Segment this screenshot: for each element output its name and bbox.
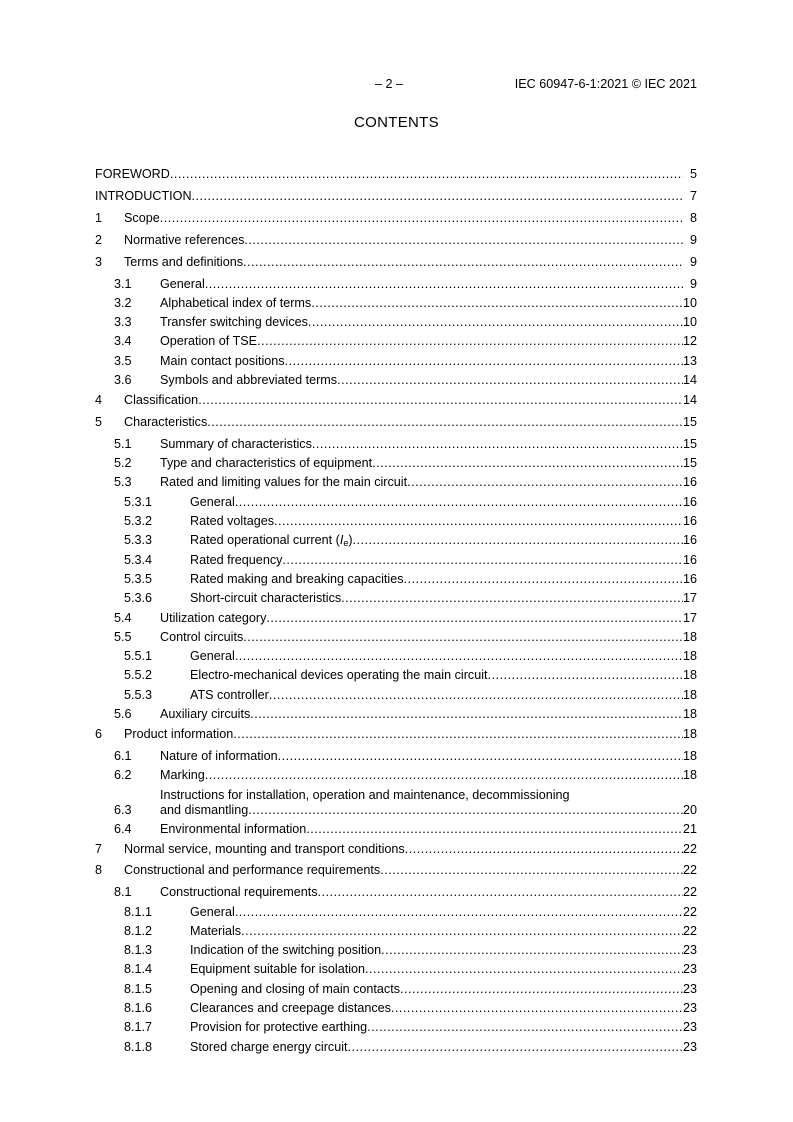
toc-entry-number: 8.1.8	[124, 1040, 153, 1054]
toc-entry-title: Utilization category	[160, 611, 267, 625]
toc-entry-page: 8	[689, 211, 697, 225]
toc-entry-title: Summary of characteristics	[160, 437, 312, 451]
toc-entry-title: Materials	[190, 924, 242, 938]
dot-leader	[205, 276, 683, 292]
dot-leader	[407, 474, 683, 490]
toc-entry[interactable]	[0, 942, 793, 958]
dot-leader	[348, 1039, 683, 1055]
toc-entry-title: Short-circuit characteristics	[190, 591, 342, 605]
toc-entry[interactable]	[0, 166, 793, 182]
toc-entry[interactable]	[0, 788, 793, 818]
toc-entry-number: 3.5	[114, 354, 132, 368]
toc-entry-page: 18	[682, 768, 697, 782]
dot-leader	[243, 629, 683, 645]
dot-leader	[308, 314, 683, 330]
toc-entry-number: 1	[95, 211, 103, 225]
toc-entry-page: 23	[682, 962, 697, 976]
toc-entry-number: 5.3.5	[124, 572, 153, 586]
dot-leader	[235, 904, 683, 920]
dot-leader	[241, 923, 683, 939]
dot-leader	[404, 571, 683, 587]
toc-entry-title: Rated operational current (	[190, 533, 340, 547]
toc-entry-title: General	[190, 649, 235, 663]
toc-entry-page: 9	[689, 277, 697, 291]
dot-leader	[266, 610, 683, 626]
toc-entry-number: 6.4	[114, 822, 132, 836]
dot-leader	[170, 166, 683, 182]
dot-leader	[250, 706, 683, 722]
toc-entry[interactable]	[0, 333, 793, 349]
toc-entry[interactable]	[0, 513, 793, 529]
toc-entry-number: 3.6	[114, 373, 132, 387]
toc-entry[interactable]	[0, 821, 793, 837]
dot-leader	[488, 667, 683, 683]
toc-entry-title: Clearances and creepage distances	[190, 1001, 391, 1015]
toc-entry-page: 20	[682, 803, 697, 817]
toc-entry-title: FOREWORD	[95, 167, 170, 181]
dot-leader	[311, 295, 683, 311]
toc-entry-title: General	[160, 277, 205, 291]
toc-entry-title-suffix: )	[348, 533, 353, 547]
toc-entry-number: 5.5.3	[124, 688, 153, 702]
toc-entry[interactable]	[0, 706, 793, 722]
toc-entry-number: 8.1.2	[124, 924, 153, 938]
toc-entry-page: 17	[682, 611, 697, 625]
toc-entry-page: 23	[682, 982, 697, 996]
toc-entry-page: 9	[689, 233, 697, 247]
dot-leader	[405, 841, 683, 857]
dot-leader	[257, 333, 683, 349]
toc-entry-title: Indication of the switching position	[190, 943, 382, 957]
toc-entry-page: 16	[682, 533, 697, 547]
toc-entry-page: 14	[682, 393, 697, 407]
current-symbol: I	[339, 533, 344, 547]
toc-entry-title: Provision for protective earthing	[190, 1020, 368, 1034]
toc-entry-number: 6	[95, 727, 103, 741]
toc-entry[interactable]	[0, 254, 793, 270]
toc-entry-page: 22	[682, 863, 697, 877]
toc-entry-title: Normative references	[124, 233, 245, 247]
toc-entry-number: 3.3	[114, 315, 132, 329]
toc-entry[interactable]	[0, 726, 793, 742]
toc-entry-number: 3.2	[114, 296, 132, 310]
page-title: CONTENTS	[354, 114, 439, 131]
toc-entry[interactable]	[0, 552, 793, 568]
toc-entry-title: Nature of information	[160, 749, 278, 763]
toc-entry-title: Transfer switching devices	[160, 315, 308, 329]
toc-entry[interactable]	[0, 904, 793, 920]
toc-entry-title: Constructional requirements	[160, 885, 318, 899]
toc-entry-page: 23	[682, 1040, 697, 1054]
toc-entry[interactable]	[0, 314, 793, 330]
toc-entry[interactable]	[0, 474, 793, 490]
toc-entry-number: 7	[95, 842, 103, 856]
dot-leader	[235, 494, 683, 510]
toc-entry-title: General	[190, 495, 235, 509]
dot-leader	[282, 552, 683, 568]
toc-entry[interactable]	[0, 667, 793, 683]
dot-leader	[400, 981, 683, 997]
toc-entry-page: 10	[682, 296, 697, 310]
toc-entry-title: Classification	[124, 393, 199, 407]
toc-entry-page: 7	[689, 189, 697, 203]
toc-entry-title: Rated and limiting values for the main circuit	[160, 475, 408, 489]
toc-entry[interactable]	[0, 532, 793, 548]
toc-entry-page: 15	[682, 437, 697, 451]
dot-leader	[198, 392, 683, 408]
toc-entry-page: 16	[682, 572, 697, 586]
toc-entry-number: 6.2	[114, 768, 132, 782]
toc-entry-title: Symbols and abbreviated terms	[160, 373, 338, 387]
toc-entry-page: 16	[682, 514, 697, 528]
dot-leader	[274, 513, 683, 529]
dot-leader	[353, 532, 683, 548]
toc-entry-page: 18	[682, 649, 697, 663]
toc-entry-page: 18	[682, 727, 697, 741]
toc-entry[interactable]	[0, 571, 793, 587]
dot-leader	[372, 455, 683, 471]
toc-entry[interactable]	[0, 629, 793, 645]
toc-entry-number: 5	[95, 415, 103, 429]
dot-leader	[337, 372, 683, 388]
toc-entry-page: 22	[682, 905, 697, 919]
toc-entry-number: 5.6	[114, 707, 132, 721]
toc-entry-title: Equipment suitable for isolation	[190, 962, 366, 976]
toc-entry[interactable]	[0, 590, 793, 606]
toc-entry-number: 6.1	[114, 749, 132, 763]
toc-entry-page: 10	[682, 315, 697, 329]
toc-entry-title: Operation of TSE	[160, 334, 258, 348]
dot-leader	[341, 590, 683, 606]
toc-entry-number: 5.3	[114, 475, 132, 489]
toc-entry-number: 8.1.6	[124, 1001, 153, 1015]
toc-entry-page: 16	[682, 475, 697, 489]
dot-leader	[235, 648, 683, 664]
dot-leader	[244, 232, 683, 248]
toc-entry[interactable]	[0, 862, 793, 878]
toc-entry-page: 22	[682, 842, 697, 856]
toc-entry-title: Rated voltages	[190, 514, 275, 528]
toc-entry[interactable]	[0, 1019, 793, 1035]
toc-entry[interactable]	[0, 648, 793, 664]
toc-entry-title: Opening and closing of main contacts	[190, 982, 401, 996]
toc-entry-page: 16	[682, 553, 697, 567]
toc-entry[interactable]	[0, 981, 793, 997]
toc-entry-title: Marking	[160, 768, 205, 782]
toc-entry-title: Stored charge energy circuit	[190, 1040, 348, 1054]
toc-entry[interactable]	[0, 610, 793, 626]
toc-entry[interactable]	[0, 841, 793, 857]
toc-entry[interactable]	[0, 392, 793, 408]
toc-entry-page: 13	[682, 354, 697, 368]
dot-leader	[233, 726, 683, 742]
toc-entry-page: 22	[682, 924, 697, 938]
toc-entry-title: Characteristics	[124, 415, 208, 429]
toc-entry-page: 23	[682, 1001, 697, 1015]
toc-entry[interactable]	[0, 232, 793, 248]
toc-entry-number: 5.3.6	[124, 591, 153, 605]
toc-entry[interactable]	[0, 494, 793, 510]
dot-leader	[365, 961, 683, 977]
toc-entry-page: 14	[682, 373, 697, 387]
toc-entry[interactable]	[0, 372, 793, 388]
toc-entry-title: Control circuits	[160, 630, 244, 644]
toc-entry-page: 18	[682, 630, 697, 644]
toc-entry-number: 5.5.2	[124, 668, 153, 682]
toc-entry-number: 5.2	[114, 456, 132, 470]
toc-entry-number: 8.1.5	[124, 982, 153, 996]
toc-entry-title: Terms and definitions	[124, 255, 244, 269]
toc-entry-number: 6.3	[114, 803, 132, 817]
toc-entry-number: 5.1	[114, 437, 132, 451]
dot-leader	[285, 353, 683, 369]
toc-entry-title: Rated frequency	[190, 553, 283, 567]
toc-entry-page: 15	[682, 456, 697, 470]
dot-leader	[205, 767, 683, 783]
toc-entry-number: 5.4	[114, 611, 132, 625]
toc-entry-page: 18	[682, 707, 697, 721]
toc-entry[interactable]	[0, 1039, 793, 1055]
toc-entry-page: 18	[682, 688, 697, 702]
toc-entry-page: 5	[689, 167, 697, 181]
toc-entry-number: 8.1.1	[124, 905, 153, 919]
toc-entry-title: Constructional and performance requirements	[124, 863, 381, 877]
toc-entry[interactable]	[0, 436, 793, 452]
toc-entry[interactable]	[0, 353, 793, 369]
toc-entry-page: 18	[682, 668, 697, 682]
dot-leader	[269, 687, 683, 703]
toc-entry-number: 3.1	[114, 277, 132, 291]
toc-entry-number: 5.5.1	[124, 649, 153, 663]
toc-entry-page: 15	[682, 415, 697, 429]
toc-entry-page: 23	[682, 1020, 697, 1034]
toc-entry-title: and dismantling	[160, 803, 249, 817]
toc-entry-number: 5.3.3	[124, 533, 153, 547]
toc-entry-number: 8.1.3	[124, 943, 153, 957]
toc-entry-page: 16	[682, 495, 697, 509]
toc-entry-title: Main contact positions	[160, 354, 285, 368]
toc-entry-title: Type and characteristics of equipment	[160, 456, 373, 470]
dot-leader	[278, 748, 683, 764]
dot-leader	[367, 1019, 683, 1035]
toc-entry-page: 22	[682, 885, 697, 899]
toc-entry[interactable]	[0, 276, 793, 292]
toc-entry-title: Normal service, mounting and transport conditions	[124, 842, 405, 856]
toc-entry-number: 3	[95, 255, 103, 269]
toc-entry[interactable]	[0, 414, 793, 430]
dot-leader	[243, 254, 683, 270]
toc-entry[interactable]	[0, 455, 793, 471]
toc-entry[interactable]	[0, 210, 793, 226]
toc-entry[interactable]	[0, 295, 793, 311]
toc-entry-number: 5.3.1	[124, 495, 153, 509]
toc-entry[interactable]	[0, 884, 793, 900]
dot-leader	[312, 436, 683, 452]
toc-entry-page: 12	[682, 334, 697, 348]
dot-leader	[318, 884, 683, 900]
toc-entry-title: Environmental information	[160, 822, 307, 836]
page-number: – 2 –	[374, 77, 403, 91]
toc-entry[interactable]	[0, 687, 793, 703]
toc-entry[interactable]	[0, 1000, 793, 1016]
dot-leader	[160, 210, 683, 226]
toc-entry-number: 8.1.4	[124, 962, 153, 976]
toc-entry-page: 18	[682, 749, 697, 763]
standard-reference: IEC 60947-6-1:2021 © IEC 2021	[514, 77, 697, 91]
toc-entry-number: 3.4	[114, 334, 132, 348]
toc-entry-page: 23	[682, 943, 697, 957]
toc-entry-number: 4	[95, 393, 103, 407]
toc-entry-number: 5.3.4	[124, 553, 153, 567]
dot-leader	[306, 821, 683, 837]
toc-entry-number: 5.5	[114, 630, 132, 644]
toc-entry[interactable]	[0, 188, 793, 204]
toc-entry[interactable]	[0, 923, 793, 939]
toc-entry-number: 5.3.2	[124, 514, 153, 528]
current-symbol-subscript: e	[343, 538, 349, 548]
dot-leader	[207, 414, 683, 430]
toc-entry[interactable]	[0, 748, 793, 764]
toc-entry-title: Scope	[124, 211, 160, 225]
toc-entry-page: 17	[682, 591, 697, 605]
toc-entry-page: 9	[689, 255, 697, 269]
toc-entry-title: Alphabetical index of terms	[160, 296, 312, 310]
toc-entry-title: Electro-mechanical devices operating the main circuit	[190, 668, 488, 682]
dot-leader	[391, 1000, 683, 1016]
toc-entry-title: General	[190, 905, 235, 919]
toc-entry-title: Auxiliary circuits	[160, 707, 251, 721]
toc-entry-title: Rated making and breaking capacities	[190, 572, 404, 586]
toc-entry-title: ATS controller	[190, 688, 269, 702]
dot-leader	[381, 942, 683, 958]
toc-entry-number: 8.1.7	[124, 1020, 153, 1034]
toc-entry-number: 8	[95, 863, 103, 877]
toc-entry-title: INTRODUCTION	[95, 189, 192, 203]
toc-entry-title: Product information	[124, 727, 234, 741]
toc-entry-page: 21	[682, 822, 697, 836]
toc-entry[interactable]	[0, 767, 793, 783]
dot-leader	[192, 188, 683, 204]
toc-entry-title-line1: Instructions for installation, operation and maintenance, decommissioning	[160, 788, 570, 802]
toc-entry-number: 8.1	[114, 885, 132, 899]
dot-leader	[380, 862, 683, 878]
toc-entry[interactable]	[0, 961, 793, 977]
dot-leader	[248, 802, 683, 818]
toc-entry-number: 2	[95, 233, 103, 247]
